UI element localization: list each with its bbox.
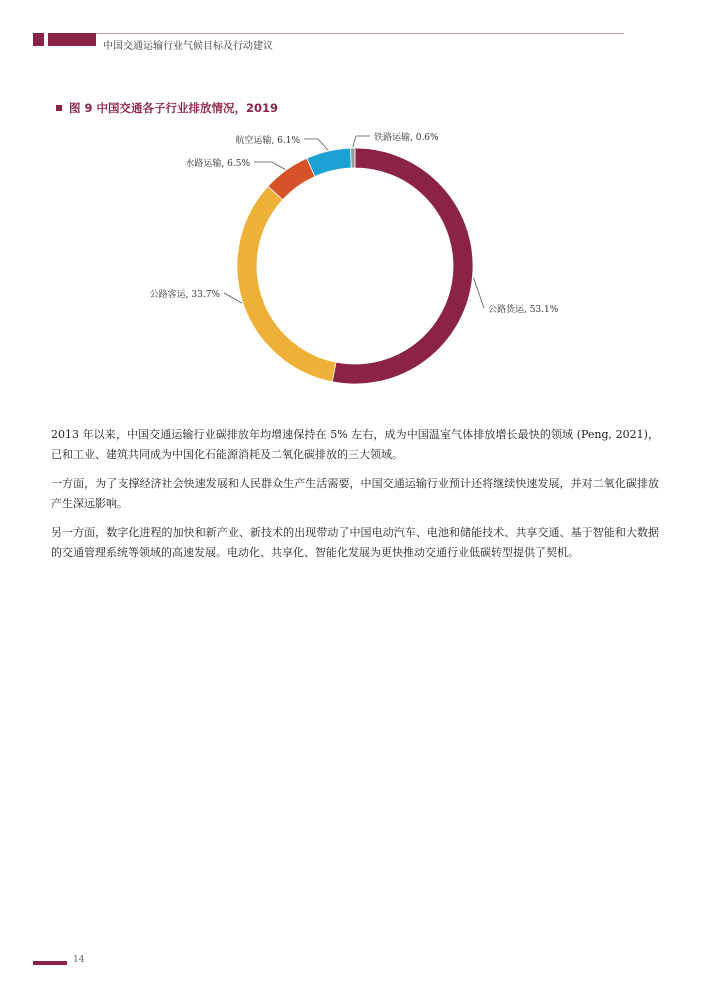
donut-slices bbox=[237, 148, 473, 384]
slice-label-5: 铁路运输, 0.6% bbox=[374, 133, 439, 143]
slice-label-3: 水路运输, 6.5% bbox=[185, 159, 250, 169]
leader-line-2 bbox=[224, 293, 242, 303]
leader-line-5 bbox=[353, 136, 370, 147]
body-paragraph-1: 2013 年以来，中国交通运输行业碳排放年均增速保持在 5% 左右，成为中国温室气体排放增长最快的领域 (Peng, 2021)，已和工业、建筑共同成为中国化石能源消耗及二氧化碳排放的三大领域。 bbox=[51, 428, 659, 461]
donut-slice-1 bbox=[332, 148, 473, 384]
leader-line-3 bbox=[254, 162, 285, 170]
donut-slice-4 bbox=[307, 148, 352, 176]
footer-accent-bar bbox=[33, 961, 67, 965]
page-number: 14 bbox=[73, 955, 85, 965]
leader-line-4 bbox=[304, 139, 328, 150]
donut-chart bbox=[0, 0, 710, 410]
leader-line-1 bbox=[473, 278, 484, 308]
slice-label-4: 航空运输, 6.1% bbox=[235, 136, 300, 146]
slice-label-2: 公路客运, 33.7% bbox=[149, 290, 220, 300]
slice-label-1: 公路货运, 53.1% bbox=[488, 305, 559, 315]
figure-title: 图 9 中国交通各子行业排放情况，2019 bbox=[69, 101, 279, 115]
body-paragraph-2: 一方面，为了支撑经济社会快速发展和人民群众生产生活需要，中国交通运输行业预计还将继续快速发展，并对二氧化碳排放产生深远影响。 bbox=[51, 477, 659, 510]
body-paragraph-3: 另一方面，数字化进程的加快和新产业、新技术的出现带动了中国电动汽车、电池和储能技术、共享交通、基于智能和大数据的交通管理系统等领域的高速发展。电动化、共享化、智能化发展为更快推动交通行业低碳转型提供了契机。 bbox=[51, 526, 659, 559]
running-header-title: 中国交通运输行业气候目标及行动建议 bbox=[103, 41, 273, 52]
donut-slice-2 bbox=[237, 186, 336, 381]
donut-slice-5 bbox=[351, 148, 355, 168]
